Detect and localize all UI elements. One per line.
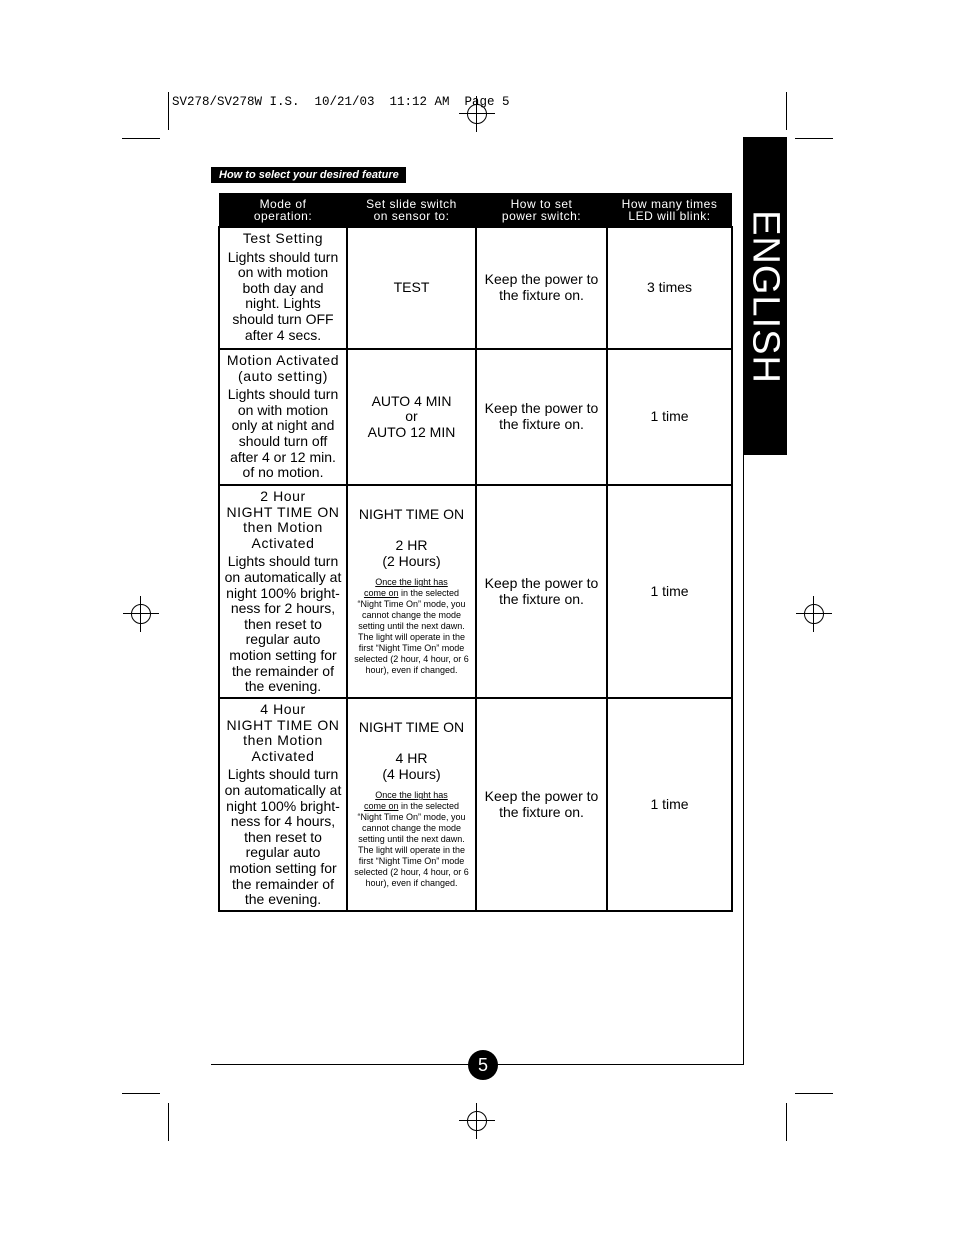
blinks-cell [607,698,732,911]
header-switch: Set slide switch on sensor to: [347,193,476,227]
blinks-cell [607,349,732,485]
blink-count: 1 time [650,582,689,599]
header-blinks: How many times LED will blink: [607,193,732,227]
switch-setting: NIGHT TIME ON 4 HR (4 Hours) [358,718,465,782]
mode-title: Test Setting [242,230,324,246]
crop-mark [168,1103,169,1141]
power-cell [476,485,607,698]
blinks-cell [607,227,732,349]
mode-description: Lights should turn on automatically at night 100% bright- ness for 2 hours, then reset to regular auto motion setting for the remainder of the evening. [224,553,342,695]
switch-cell [347,485,476,698]
power-cell [476,349,607,485]
night-time-note: Once the light has come on in the selected “Night Time On” mode, you cannot change the mode setting until the next dawn. The light will operate in the first “Night Time On” mode selected (2 hour, 4 hour, or 6 hour), even if changed. [354,790,469,889]
crop-mark [795,138,833,139]
mode-cell [219,349,347,485]
mode-cell [219,485,347,698]
blink-count: 1 time [650,408,689,425]
power-instruction: Keep the power to the fixture on. [484,271,599,303]
mode-title: Motion Activated (auto setting) [226,352,340,384]
registration-mark-icon [123,596,159,632]
crop-mark [786,92,787,130]
power-cell [476,227,607,349]
feature-table [218,193,733,912]
section-label: How to select your desired feature [211,167,406,183]
mode-cell [219,227,347,349]
registration-mark-icon [796,596,832,632]
side-tab-label: ENGLISH [744,210,787,384]
power-instruction: Keep the power to the fixture on. [484,574,599,607]
table-row [219,227,732,349]
switch-cell [347,698,476,911]
blinks-cell [607,485,732,698]
crop-mark [168,92,169,130]
page-number: 5 [468,1050,498,1080]
switch-cell [347,349,476,485]
language-side-tab [743,137,787,455]
blink-count: 1 time [650,795,689,812]
mode-description: Lights should turn on with motion both day and night. Lights should turn OFF after 4 secs. [227,248,339,343]
power-cell [476,698,607,911]
night-time-note: Once the light has come on in the selected “Night Time On” mode, you cannot change the mode setting until the next dawn. The light will operate in the first “Night Time On” mode selected (2 hour, 4 hour, or 6 hour), even if changed. [354,577,469,676]
switch-setting: TEST [393,279,430,296]
header-power: How to set power switch: [476,193,607,227]
mode-cell [219,698,347,911]
table-row [219,349,732,485]
mode-title: 2 Hour NIGHT TIME ON then Motion Activated [226,488,340,551]
registration-mark-icon [459,1103,495,1139]
power-instruction: Keep the power to the fixture on. [484,787,599,820]
blink-count: 3 times [646,279,693,296]
page-border-right [743,455,744,1065]
mode-description: Lights should turn on automatically at night 100% bright- ness for 4 hours, then reset to regular auto motion setting for the remainder of the evening. [224,766,342,908]
switch-setting: NIGHT TIME ON 2 HR (2 Hours) [358,505,465,569]
mode-title: 4 Hour NIGHT TIME ON then Motion Activated [226,701,340,764]
print-slug: SV278/SV278W I.S. 10/21/03 11:12 AM Page 5 [172,95,510,109]
crop-mark [122,1093,160,1094]
crop-mark [786,1103,787,1141]
crop-mark [122,138,160,139]
crop-mark [795,1093,833,1094]
power-instruction: Keep the power to the fixture on. [484,400,599,432]
mode-description: Lights should turn on with motion only at night and should turn off after 4 or 12 min. of no motion. [227,386,339,481]
table-row [219,485,732,698]
switch-cell [347,227,476,349]
table-header-row [219,193,732,227]
switch-setting: AUTO 4 MIN or AUTO 12 MIN [367,392,456,440]
table-row [219,698,732,911]
header-mode: Mode of operation: [219,193,347,227]
